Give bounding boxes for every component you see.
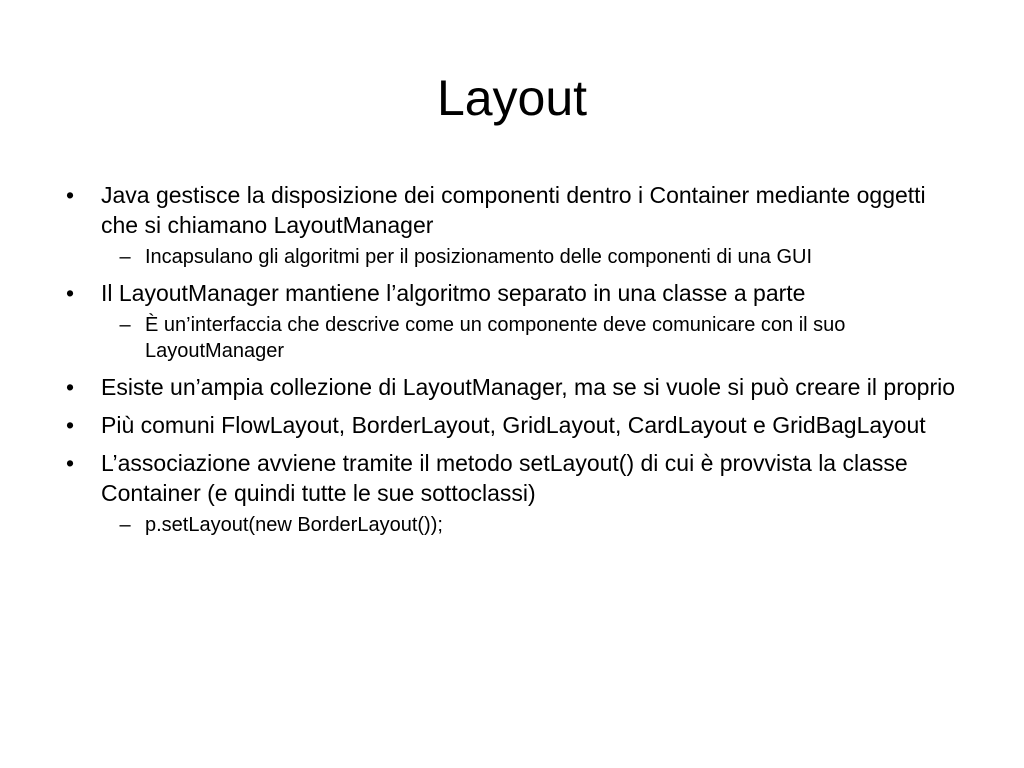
- sub-bullet-marker: –: [119, 314, 131, 336]
- bullet-text: Più comuni FlowLayout, BorderLayout, GridLayout, CardLayout e GridBagLayout: [101, 412, 926, 438]
- sub-bullet-list: [101, 244, 960, 270]
- sub-bullet-item: [101, 312, 960, 364]
- bullet-text: Il LayoutManager mantiene l’algoritmo separato in una classe a parte: [101, 280, 806, 306]
- bullet-marker: •: [65, 412, 75, 438]
- sub-bullet-text: Incapsulano gli algoritmi per il posizionamento delle componenti di una GUI: [145, 246, 813, 268]
- bullet-marker: •: [65, 374, 75, 400]
- sub-bullet-item: [101, 512, 960, 538]
- sub-bullet-item: [101, 244, 960, 270]
- sub-bullet-text: È un’interfaccia che descrive come un componente deve comunicare con il suo LayoutManager: [145, 314, 846, 362]
- bullet-list: [60, 180, 960, 546]
- sub-bullet-text: p.setLayout(new BorderLayout());: [145, 514, 443, 536]
- bullet-item: [60, 448, 960, 538]
- bullet-item: [60, 372, 960, 402]
- sub-bullet-list: [101, 512, 960, 538]
- slide-title: Layout: [436, 70, 588, 126]
- bullet-marker: •: [65, 450, 75, 476]
- bullet-item: [60, 180, 960, 270]
- bullet-marker: •: [65, 182, 75, 208]
- bullet-item: [60, 278, 960, 364]
- sub-bullet-marker: –: [119, 514, 131, 536]
- bullet-text: Java gestisce la disposizione dei componenti dentro i Container mediante oggetti che si chiamano LayoutManager: [101, 182, 926, 238]
- sub-bullet-list: [101, 312, 960, 364]
- bullet-text: L’associazione avviene tramite il metodo setLayout() di cui è provvista la classe Container (e quindi tutte le sue sottoclassi): [101, 450, 908, 506]
- bullet-marker: •: [65, 280, 75, 306]
- bullet-item: [60, 410, 960, 440]
- bullet-text: Esiste un’ampia collezione di LayoutManager, ma se si vuole si può creare il proprio: [101, 374, 956, 400]
- sub-bullet-marker: –: [119, 246, 131, 268]
